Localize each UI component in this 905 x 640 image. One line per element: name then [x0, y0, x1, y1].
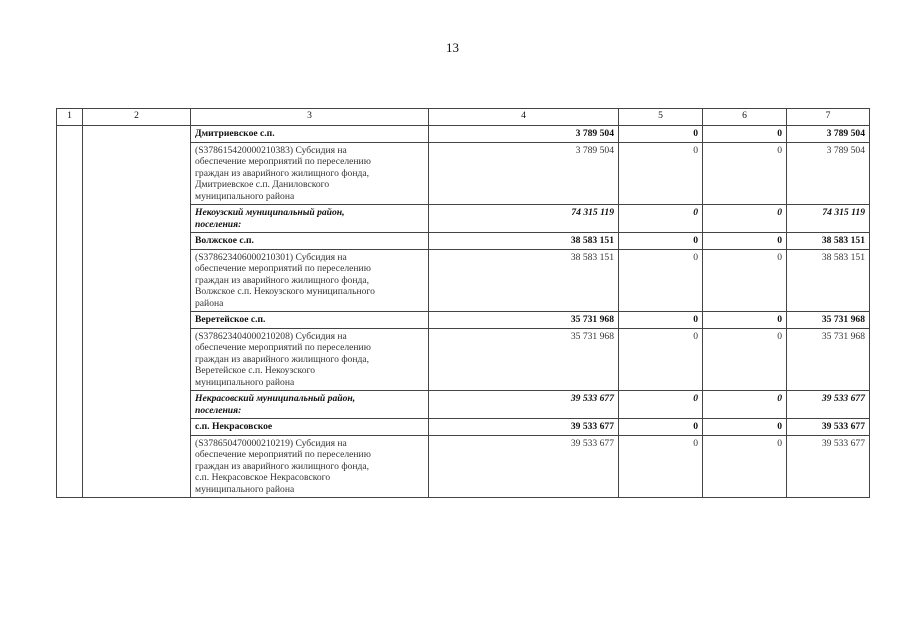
amount-c7: 74 315 119	[787, 205, 870, 233]
amount-c6: 0	[703, 419, 787, 436]
amount-c5: 0	[619, 435, 703, 498]
description-line: граждан из аварийного жилищного фонда,	[195, 274, 369, 286]
description-line: обеспечение мероприятий по переселению	[195, 449, 371, 460]
amount-c6: 0	[703, 126, 787, 143]
amount-c5: 0	[619, 205, 703, 233]
amount-c6: 0	[703, 435, 787, 498]
amount-c7: 3 789 504	[787, 126, 870, 143]
settlement-name: Веретейское с.п.	[191, 312, 429, 329]
description-line: с.п. Некрасовское Некрасовского	[195, 472, 331, 483]
column-header-7: 7	[787, 109, 870, 126]
amount-c6: 0	[703, 142, 787, 205]
amount-c5: 0	[619, 328, 703, 391]
description-line: района	[195, 297, 224, 309]
subsidy-description	[191, 249, 429, 312]
description-line: обеспечение мероприятий по переселению	[195, 263, 371, 274]
amount-c6: 0	[703, 205, 787, 233]
page-number: 13	[446, 40, 459, 55]
description-line: Волжское с.п. Некоузского муниципального	[195, 286, 375, 297]
amount-c5: 0	[619, 233, 703, 250]
amount-c4: 35 731 968	[429, 328, 619, 391]
amount-c7: 35 731 968	[787, 312, 870, 329]
column-header-1: 1	[57, 109, 83, 126]
description-line: Некрасовский муниципальный район,	[195, 393, 356, 404]
amount-c7: 39 533 677	[787, 435, 870, 498]
amount-c4: 39 533 677	[429, 419, 619, 436]
amount-c6: 0	[703, 328, 787, 391]
description-line: граждан из аварийного жилищного фонда,	[195, 167, 369, 179]
cell-col1	[57, 126, 83, 498]
amount-c6: 0	[703, 391, 787, 419]
table-body	[57, 126, 870, 498]
description-line: (S378615420000210383) Субсидия на	[195, 144, 347, 156]
amount-c4: 38 583 151	[429, 233, 619, 250]
column-header-3: 3	[191, 109, 429, 126]
amount-c7: 38 583 151	[787, 249, 870, 312]
amount-c4: 39 533 677	[429, 435, 619, 498]
amount-c4: 35 731 968	[429, 312, 619, 329]
amount-c5: 0	[619, 126, 703, 143]
description-line: поселения:	[195, 404, 242, 416]
amount-c5: 0	[619, 249, 703, 312]
description-line: обеспечение мероприятий по переселению	[195, 156, 371, 167]
description-line: муниципального района	[195, 483, 295, 495]
amount-c6: 0	[703, 249, 787, 312]
amount-c5: 0	[619, 391, 703, 419]
budget-table	[56, 108, 870, 498]
settlement-name: Дмитриевское с.п.	[191, 126, 429, 143]
municipal-district-name	[191, 391, 429, 419]
amount-c5: 0	[619, 312, 703, 329]
description-line: граждан из аварийного жилищного фонда,	[195, 460, 369, 472]
header-row	[57, 109, 870, 126]
amount-c5: 0	[619, 419, 703, 436]
amount-c4: 74 315 119	[429, 205, 619, 233]
description-line: граждан из аварийного жилищного фонда,	[195, 353, 369, 365]
column-header-5: 5	[619, 109, 703, 126]
description-line: Некоузский муниципальный район,	[195, 207, 345, 218]
description-line: Веретейское с.п. Некоузского	[195, 365, 315, 376]
column-header-4: 4	[429, 109, 619, 126]
subsidy-description	[191, 142, 429, 205]
settlement-name: Волжское с.п.	[191, 233, 429, 250]
municipal-district-name	[191, 205, 429, 233]
amount-c6: 0	[703, 312, 787, 329]
amount-c7: 39 533 677	[787, 419, 870, 436]
subsidy-description	[191, 328, 429, 391]
amount-c4: 39 533 677	[429, 391, 619, 419]
table-row	[57, 126, 870, 143]
description-line: (S378650470000210219) Субсидия на	[195, 437, 347, 449]
column-header-6: 6	[703, 109, 787, 126]
amount-c6: 0	[703, 233, 787, 250]
amount-c7: 3 789 504	[787, 142, 870, 205]
description-line: муниципального района	[195, 190, 295, 202]
description-line: обеспечение мероприятий по переселению	[195, 342, 371, 353]
amount-c4: 3 789 504	[429, 142, 619, 205]
amount-c5: 0	[619, 142, 703, 205]
amount-c7: 39 533 677	[787, 391, 870, 419]
amount-c4: 3 789 504	[429, 126, 619, 143]
description-line: поселения:	[195, 218, 242, 230]
cell-col2	[83, 126, 191, 498]
amount-c7: 35 731 968	[787, 328, 870, 391]
description-line: муниципального района	[195, 376, 295, 388]
amount-c7: 38 583 151	[787, 233, 870, 250]
description-line: (S378623404000210208) Субсидия на	[195, 330, 347, 342]
subsidy-description	[191, 435, 429, 498]
description-line: Дмитриевское с.п. Даниловского	[195, 179, 330, 190]
column-header-2: 2	[83, 109, 191, 126]
description-line: (S378623406000210301) Субсидия на	[195, 251, 347, 263]
amount-c4: 38 583 151	[429, 249, 619, 312]
settlement-name: с.п. Некрасовское	[191, 419, 429, 436]
